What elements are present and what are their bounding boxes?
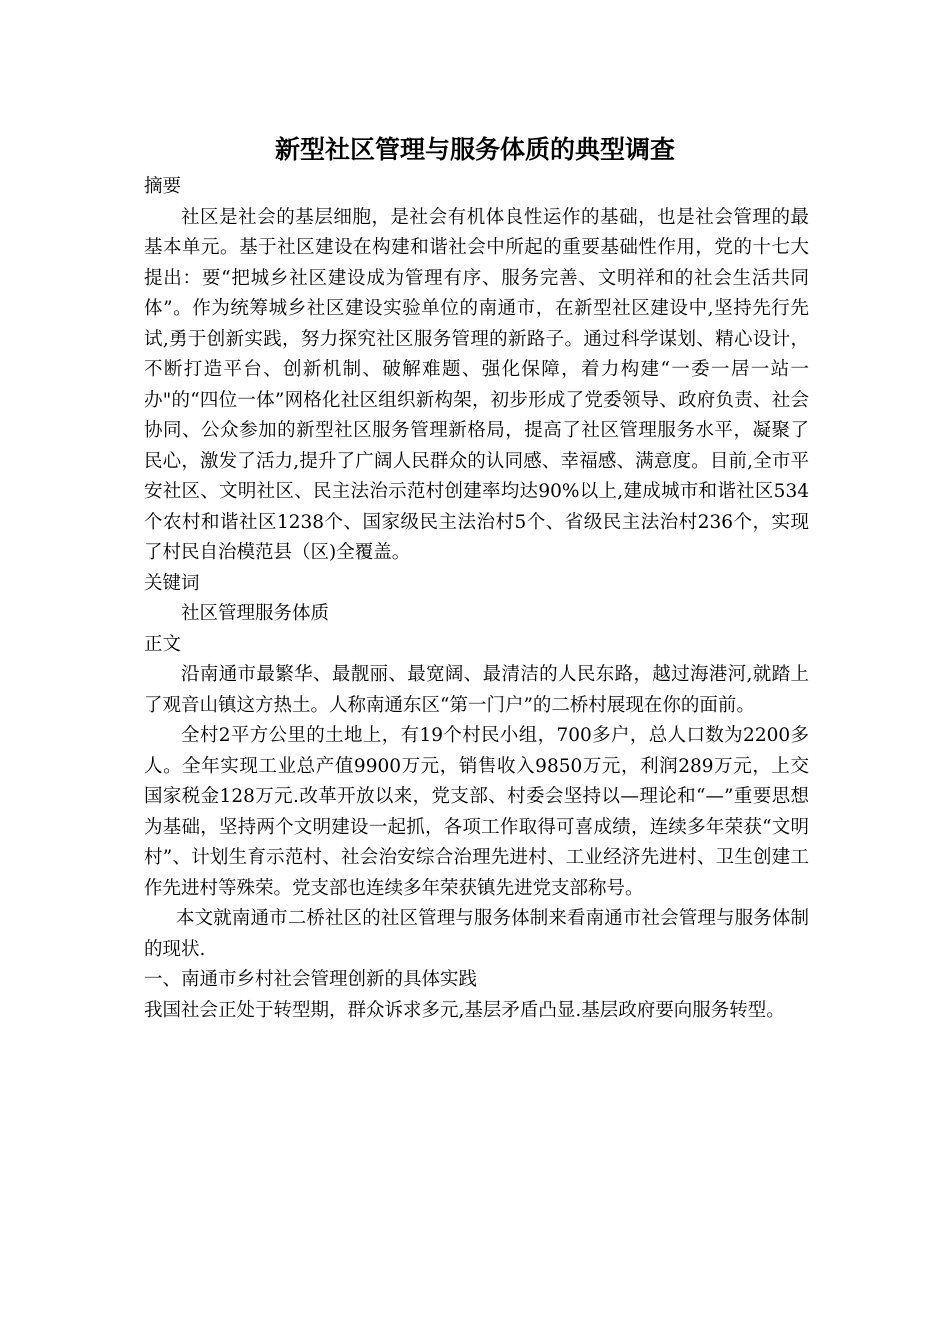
section-1-paragraph: 我国社会正处于转型期，群众诉求多元,基层矛盾凸显.基层政府要向服务转型。 — [144, 999, 785, 1021]
section-1-heading: 一、南通市乡村社会管理创新的具体实践 — [144, 969, 478, 990]
document-title: 新型社区管理与服务体质的典型调查 — [274, 135, 675, 164]
body-paragraph-2: 全村2平方公里的土地上，有19个村民小组，700多户，总人口数为2200多人。全年实现工业总产值9900万元，销售收入9850万元，利润289万元，上交国家税金128万元.改革开放以来，党支部、村委会坚持以—理论和“—”重要思想为基础，坚持两个文明建设一起抓，各项工作取得可喜成绩，连续多年荣获“文明村”、计划生育示范村、社会治安综合治理先进村、工业经济先进村、卫生创建工作先进村等殊荣。党支部也连续多年荣获镇先进党支部称号。 — [144, 725, 809, 899]
abstract-heading: 摘要 — [144, 176, 182, 197]
keywords-heading: 关键词 — [144, 572, 200, 594]
document-body — [144, 172, 809, 1026]
abstract-paragraph: 社区是社会的基层细胞，是社会有机体良性运作的基础，也是社会管理的最基本单元。基于社区建设在构建和谐社会中所起的重要基础性作用，党的十七大提出：要“把城乡社区建设成为管理有序、服务完善、文明祥和的社会生活共同体”。作为统筹城乡社区建设实验单位的南通市，在新型社区建设中,坚持先行先试,勇于创新实践，努力探究社区服务管理的新路子。通过科学谋划、精心设计，不断打造平台、创新机制、破解难题、强化保障，着力构建“一委一居一站一办"的“四位一体”网格化社区组织新构架，初步形成了党委领导、政府负责、社会协同、公众参加的新型社区服务管理新格局，提高了社区管理服务水平，凝聚了民心，激发了活力,提升了广阔人民群众的认同感、幸福感、满意度。目前,全市平安社区、文明社区、民主法治示范村创建率均达90%以上,建成城市和谐社区534个农村和谐社区1238个、国家级民主法治村5个、省级民主法治村236个，实现了村民自治模范县（区)全覆盖。 — [144, 206, 809, 563]
body-paragraph-1: 沿南通市最繁华、最靓丽、最宽阔、最清洁的人民东路，越过海港河,就踏上了观音山镇这方热土。人称南通东区“第一门户”的二桥村展现在你的面前。 — [144, 664, 809, 716]
body-paragraph-3: 本文就南通市二桥社区的社区管理与服务体制来看南通市社会管理与服务体制的现状. — [144, 908, 809, 960]
keywords-paragraph: 社区管理服务体质 — [181, 603, 330, 624]
body-heading: 正文 — [144, 633, 182, 655]
